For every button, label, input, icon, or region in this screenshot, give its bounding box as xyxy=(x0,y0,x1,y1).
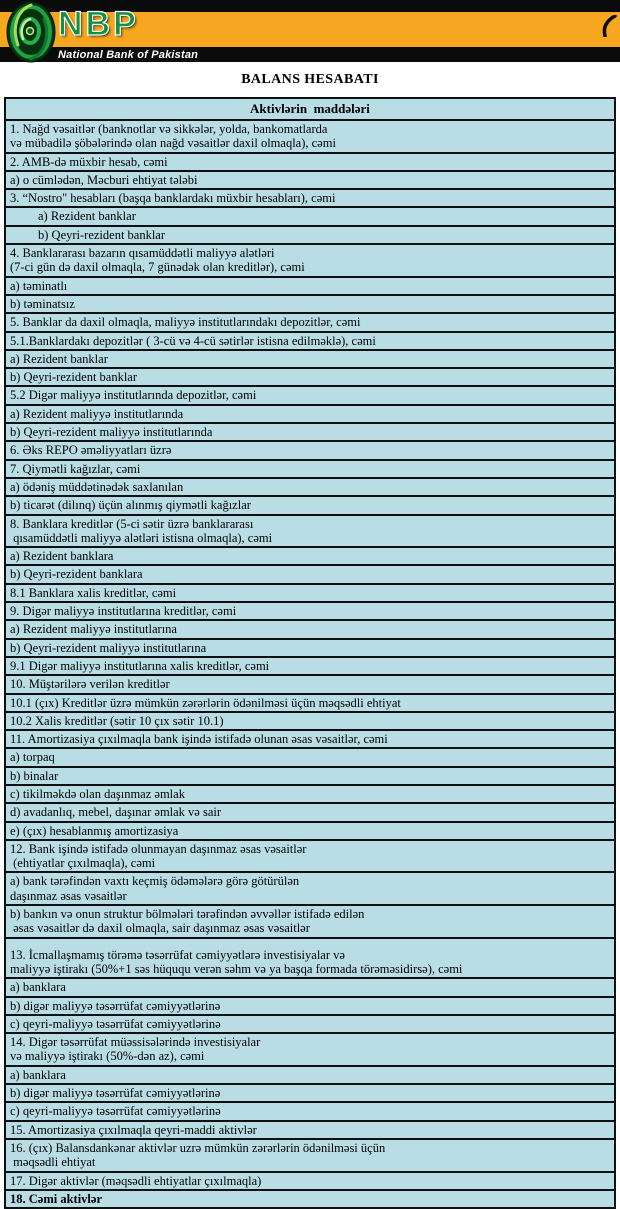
table-row xyxy=(5,277,615,295)
row-cell xyxy=(5,712,615,730)
row-cell xyxy=(5,478,615,496)
table-row xyxy=(5,822,615,840)
row-line: a) Rezident maliyyə institutlarına xyxy=(10,622,177,637)
row-cell xyxy=(5,938,615,979)
row-line: 5. Banklar da daxil olmaqla, maliyyə institutlarındakı depozitlər, cəmi xyxy=(10,315,361,330)
row-cell xyxy=(5,657,615,675)
row-line: 9.1 Digər maliyyə institutlarına xalis kreditlər, cəmi xyxy=(10,658,270,673)
row-line: b) ticarət (dilınq) üçün alınmış qiymətli kağızlar xyxy=(10,498,251,513)
row-line: 14. Digər təsərrüfat müəssisələrində investisiyalar xyxy=(10,1035,261,1050)
table-row xyxy=(5,675,615,693)
table-row xyxy=(5,153,615,171)
row-line: 5.1.Banklardakı depozitlər ( 3-cü və 4-cü sətirlər istisna edilməklə), cəmi xyxy=(10,333,376,348)
table-row xyxy=(5,712,615,730)
row-line: a) torpaq xyxy=(10,750,55,765)
row-line: əsas vəsaitlər də daxil olmaqla, sair daşınmaz əsas vəsaitlər xyxy=(10,921,310,936)
table-row xyxy=(5,441,615,459)
row-line: 17. Digər aktivlər (məqsədli ehtiyatlar çıxılmaqla) xyxy=(10,1173,262,1188)
row-line: a) təminatlı xyxy=(10,278,68,293)
row-cell xyxy=(5,120,615,153)
table-row xyxy=(5,978,615,996)
row-cell xyxy=(5,872,615,905)
table-row xyxy=(5,620,615,638)
table-row xyxy=(5,368,615,386)
table-row xyxy=(5,584,615,602)
row-line: c) tikilməkdə olan daşınmaz əmlak xyxy=(10,786,185,801)
table-row xyxy=(5,405,615,423)
row-line: b) bankın və onun struktur bölmələri tərəfindən əvvəllər istifadə edilən xyxy=(10,907,365,922)
table-row xyxy=(5,997,615,1015)
row-cell xyxy=(5,905,615,938)
row-line: a) Rezident banklara xyxy=(10,549,114,564)
row-line: daşınmaz əsas vəsaitlər xyxy=(10,888,127,903)
row-cell xyxy=(5,515,615,548)
table-row xyxy=(5,694,615,712)
row-line: (7-ci gün də daxil olmaqla, 7 günədək olan kreditlər), cəmi xyxy=(10,260,305,275)
row-cell xyxy=(5,1015,615,1033)
row-line: 1. Nağd vəsaitlər (banknotlar və sikkələr, yolda, bankomatlarda xyxy=(10,122,328,136)
table-row xyxy=(5,905,615,938)
row-line: 15. Amortizasiya çıxılmaqla qeyri-maddi aktivlər xyxy=(10,1122,257,1137)
table-row xyxy=(5,565,615,583)
row-line: 12. Bank işində istifadə olunmayan daşınmaz əsas vəsaitlər xyxy=(10,841,307,856)
table-row xyxy=(5,423,615,441)
row-cell xyxy=(5,313,615,331)
row-cell xyxy=(5,441,615,459)
row-line: və mübadilə şöbələrində olan nağd vəsaitlər daxil olmaqla), cəmi xyxy=(10,136,336,151)
table-row xyxy=(5,189,615,207)
row-line: 7. Qiymətli kağızlar, cəmi xyxy=(10,461,141,476)
row-line: b) binalar xyxy=(10,768,59,783)
row-line: 16. (çıx) Balansdankənar aktivlər uzrə mümkün zərərlərin ödənilməsi üçün xyxy=(10,1140,386,1155)
row-cell xyxy=(5,153,615,171)
row-cell xyxy=(5,1190,615,1208)
corner-curl-icon xyxy=(601,15,617,42)
row-line: b) Qeyri-rezident banklara xyxy=(10,567,143,582)
row-line: 8. Banklara kreditlər (5-ci sətir üzrə banklararası xyxy=(10,516,254,531)
row-line: 5.2 Digər maliyyə institutlarında depozitlər, cəmi xyxy=(10,388,257,403)
nbp-acronym: NBP xyxy=(58,5,139,43)
row-line: 8.1 Banklara xalis kreditlər, cəmi xyxy=(10,585,177,600)
row-cell xyxy=(5,730,615,748)
row-line: 2. AMB-də müxbir hesab, cəmi xyxy=(10,154,168,169)
table-row xyxy=(5,1139,615,1172)
row-cell xyxy=(5,978,615,996)
row-cell xyxy=(5,547,615,565)
row-line: 4. Banklararası bazarın qısamüddətli maliyyə alətləri xyxy=(10,246,275,261)
row-cell xyxy=(5,602,615,620)
row-line: məqsədli ehtiyat xyxy=(10,1155,96,1170)
balance-table xyxy=(4,97,616,1209)
table-row xyxy=(5,748,615,766)
table-body xyxy=(5,120,615,1208)
row-line: b) Qeyri-rezident banklar xyxy=(10,370,138,385)
table-row xyxy=(5,207,615,225)
row-cell xyxy=(5,423,615,441)
row-cell xyxy=(5,639,615,657)
table-row xyxy=(5,872,615,905)
nbp-logo xyxy=(6,1,56,68)
table-row xyxy=(5,386,615,404)
row-line: a) Rezident maliyyə institutlarında xyxy=(10,406,184,421)
table-row xyxy=(5,350,615,368)
table-row xyxy=(5,730,615,748)
row-line: 3. “Nostro" hesabları (başqa banklardakı müxbir hesabları), cəmi xyxy=(10,191,336,206)
table-row xyxy=(5,767,615,785)
table-row xyxy=(5,226,615,244)
row-cell xyxy=(5,244,615,277)
table-row xyxy=(5,657,615,675)
table-row xyxy=(5,1102,615,1120)
row-line: c) qeyri-maliyyə təsərrüfat cəmiyyətlərinə xyxy=(10,1104,221,1119)
table-row xyxy=(5,803,615,821)
table-header-cell: Aktivlərin maddələri xyxy=(5,98,615,120)
table-row xyxy=(5,1172,615,1190)
row-cell xyxy=(5,460,615,478)
row-cell xyxy=(5,620,615,638)
table-row xyxy=(5,602,615,620)
table-row xyxy=(5,938,615,979)
page-title: BALANS HESABATI xyxy=(241,72,379,87)
table-row xyxy=(5,1121,615,1139)
row-line: d) avadanlıq, mebel, daşınar əmlak və sair xyxy=(10,805,222,820)
row-cell xyxy=(5,1172,615,1190)
table-row xyxy=(5,332,615,350)
row-cell xyxy=(5,1033,615,1066)
row-cell xyxy=(5,171,615,189)
row-line: a) banklara xyxy=(10,980,66,995)
row-line: 13. İcmallaşmamış törəmə təsərrüfat cəmiyyətlərə investisiyalar və xyxy=(10,947,345,962)
row-line: qısamüddətli maliyyə alətləri istisna olmaqla), cəmi xyxy=(10,530,273,545)
table-row xyxy=(5,295,615,313)
table-row xyxy=(5,1066,615,1084)
row-cell xyxy=(5,1121,615,1139)
row-line: b) Qeyri-rezident maliyyə institutlarına xyxy=(10,640,207,655)
bank-name: National Bank of Pakistan xyxy=(58,48,199,61)
row-cell xyxy=(5,277,615,295)
table-row xyxy=(5,785,615,803)
row-line: 9. Digər maliyyə institutlarına kreditlər, cəmi xyxy=(10,604,237,619)
row-cell xyxy=(5,207,615,225)
table-row xyxy=(5,244,615,277)
row-cell xyxy=(5,386,615,404)
row-line: a) Rezident banklar xyxy=(10,351,108,366)
table-head xyxy=(5,98,615,120)
row-line: 18. Cəmi aktivlər xyxy=(10,1191,102,1206)
row-cell xyxy=(5,584,615,602)
row-cell xyxy=(5,350,615,368)
row-line: 10.2 Xalis kreditlər (sətir 10 çıx sətir 10.1) xyxy=(10,713,224,728)
row-cell xyxy=(5,997,615,1015)
row-line: c) qeyri-maliyyə təsərrüfat cəmiyyətlərinə xyxy=(10,1016,221,1031)
row-line: və maliyyə iştirakı (50%-dən az), cəmi xyxy=(10,1049,205,1064)
row-cell xyxy=(5,840,615,873)
row-cell xyxy=(5,405,615,423)
row-line: 10.1 (çıx) Kreditlər üzrə mümkün zərərlərin ödənilməsi üçün məqsədli ehtiyat xyxy=(10,695,401,710)
table-row xyxy=(5,1190,615,1208)
row-cell xyxy=(5,803,615,821)
nbp-swirl-icon xyxy=(6,1,56,63)
row-cell xyxy=(5,822,615,840)
row-line: b) digər maliyyə təsərrüfat cəmiyyətlərinə xyxy=(10,1086,221,1101)
table-row xyxy=(5,496,615,514)
row-line: a) bank tərəfindən vaxtı keçmiş ödəmələrə görə götürülən xyxy=(10,874,300,889)
row-line: (ehtiyatlar çıxılmaqla), cəmi xyxy=(10,856,156,871)
row-line: 6. Əks REPO əməliyyatları üzrə xyxy=(10,443,172,458)
table-row xyxy=(5,120,615,153)
row-cell xyxy=(5,496,615,514)
row-cell xyxy=(5,295,615,313)
row-line: b) təminatsız xyxy=(10,296,75,311)
row-cell xyxy=(5,767,615,785)
row-cell xyxy=(5,675,615,693)
row-cell xyxy=(5,785,615,803)
row-line: e) (çıx) hesablanmış amortizasiya xyxy=(10,823,179,838)
row-line: a) ödəniş müddətinədək saxlanılan xyxy=(10,479,184,494)
row-cell xyxy=(5,1084,615,1102)
row-line: b) Qeyri-rezident banklar xyxy=(38,227,166,242)
row-line: maliyyə iştirakı (50%+1 səs hüququ verən səhm və ya başqa formada törəməsidirsə), cəmi xyxy=(10,961,463,976)
row-cell xyxy=(5,1066,615,1084)
table-row xyxy=(5,313,615,331)
row-line: a) o cümlədən, Məcburi ehtiyat tələbi xyxy=(10,172,198,187)
row-line: b) digər maliyyə təsərrüfat cəmiyyətlərinə xyxy=(10,998,221,1013)
table-row xyxy=(5,1015,615,1033)
table-row xyxy=(5,460,615,478)
row-cell xyxy=(5,189,615,207)
row-line: 10. Müştərilərə verilən kreditlər xyxy=(10,677,170,692)
table-row xyxy=(5,171,615,189)
table-row xyxy=(5,1084,615,1102)
row-line: a) Rezident banklar xyxy=(38,209,136,224)
row-line: 11. Amortizasiya çıxılmaqla bank işində istifadə olunan əsas vəsaitlər, cəmi xyxy=(10,732,388,747)
banner-bottom-stripe xyxy=(0,47,620,62)
row-cell xyxy=(5,1139,615,1172)
row-cell xyxy=(5,565,615,583)
table-header-row xyxy=(5,98,615,120)
row-cell xyxy=(5,748,615,766)
table-row xyxy=(5,515,615,548)
row-cell xyxy=(5,226,615,244)
table-row xyxy=(5,1033,615,1066)
table-row xyxy=(5,478,615,496)
header-banner xyxy=(0,0,620,62)
row-line: a) banklara xyxy=(10,1067,66,1082)
row-cell xyxy=(5,332,615,350)
row-cell xyxy=(5,694,615,712)
row-line: b) Qeyri-rezident maliyyə institutlarında xyxy=(10,425,213,440)
row-cell xyxy=(5,1102,615,1120)
table-row xyxy=(5,840,615,873)
row-cell xyxy=(5,368,615,386)
table-row xyxy=(5,639,615,657)
table-row xyxy=(5,547,615,565)
